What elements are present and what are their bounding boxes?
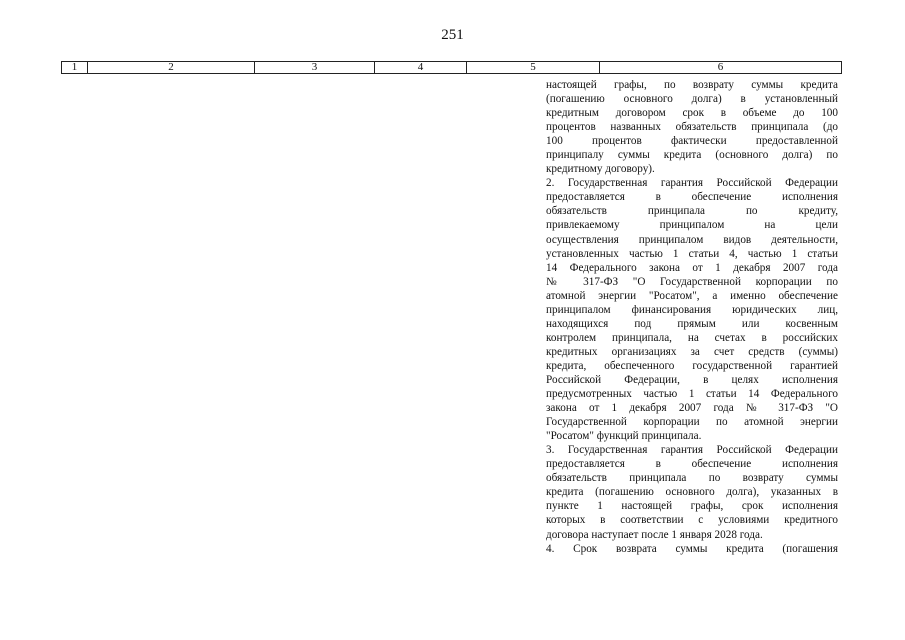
text-line: предоставляется в обеспечение исполнения: [546, 191, 838, 204]
text-line: привлекаемому принципалом на цели: [546, 219, 838, 232]
text-line: кредита, обеспеченного государственной гарантией: [546, 359, 838, 372]
text-line: Российской Федерации, в целях исполнения: [546, 373, 838, 386]
text-line: атомной энергии "Росатом", а именно обеспечение: [546, 289, 838, 302]
text-line: 3. Государственная гарантия Российской Федерации: [546, 444, 838, 457]
text-line: обязательств принципала по возврату суммы: [546, 472, 838, 485]
column-header-3: 3: [255, 62, 375, 73]
text-line: 4. Срок возврата суммы кредита (погашения: [546, 542, 838, 555]
text-line: 100 процентов фактически предоставленной: [546, 135, 838, 148]
text-line: "Росатом" функций принципала.: [546, 430, 702, 443]
column-header-5: 5: [467, 62, 600, 73]
text-line: закона от 1 декабря 2007 года № 317-ФЗ "О: [546, 402, 838, 415]
text-line: настоящей графы, по возврату суммы кредита: [546, 79, 838, 91]
column-6-text: [546, 78, 838, 556]
text-line: кредита (погашению основного долга), указанных в: [546, 486, 838, 499]
column-header-1: 1: [62, 62, 88, 73]
text-line: принципалом финансирования юридических лиц,: [546, 303, 838, 316]
text-line: кредитному договору).: [546, 163, 655, 176]
text-line: принципалу суммы кредита (основного долга) по: [546, 149, 838, 162]
column-header-2: 2: [88, 62, 255, 73]
text-line: находящихся под прямым или косвенным: [546, 317, 838, 330]
page-number: 251: [441, 27, 464, 43]
text-line: 2. Государственная гарантия Российской Федерации: [546, 177, 838, 190]
text-line: кредитным договором срок в объеме до 100: [546, 107, 838, 120]
table-header-row: [61, 61, 842, 74]
text-line: контролем принципала, на счетах в российских: [546, 331, 838, 344]
text-line: процентов названных обязательств принципала (до: [546, 121, 838, 134]
text-line: пункте 1 настоящей графы, срок исполнения: [546, 500, 838, 513]
text-line: № 317-ФЗ "О Государственной корпорации по: [546, 275, 838, 288]
column-header-6: 6: [717, 61, 724, 73]
text-line: договора наступает после 1 января 2028 года.: [546, 528, 763, 541]
text-line: (погашению основного долга) в установленный: [546, 93, 838, 106]
text-line: установленных частью 1 статьи 4, частью 1 статьи: [546, 247, 838, 260]
column-header-4: 4: [375, 62, 467, 73]
text-line: предусмотренных частью 1 статьи 14 Федерального: [546, 388, 838, 401]
text-line: 14 Федерального закона от 1 декабря 2007 года: [546, 261, 838, 274]
text-line: кредитных организациях за счет средств (суммы): [546, 345, 838, 358]
text-line: осуществления принципалом видов деятельности,: [546, 233, 838, 246]
text-line: предоставляется в обеспечение исполнения: [546, 458, 838, 471]
text-line: которых в соответствии с условиями кредитного: [546, 514, 838, 527]
text-line: обязательств принципала по кредиту,: [546, 205, 838, 218]
text-line: Государственной корпорации по атомной энергии: [546, 416, 838, 429]
